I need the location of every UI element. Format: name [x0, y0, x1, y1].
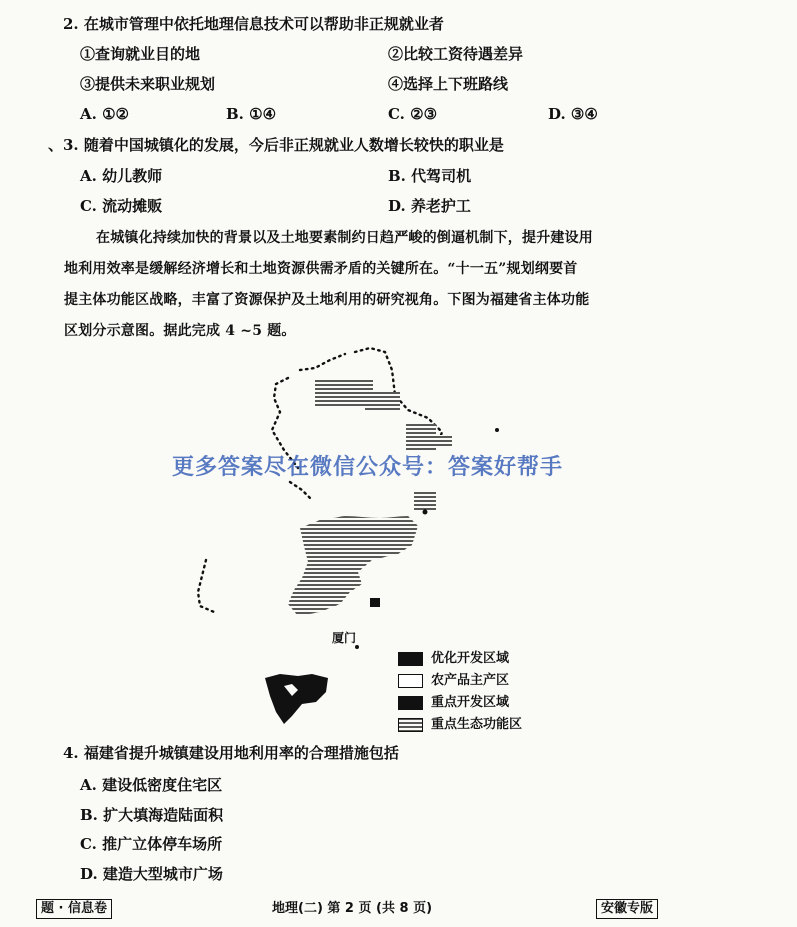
- legend-swatch-solid: [398, 652, 423, 666]
- q2-option-d[interactable]: D. ③④: [548, 105, 598, 123]
- q2-item-1: ①查询就业目的地: [80, 45, 201, 63]
- eco-zone-north-2: [365, 392, 400, 412]
- eco-zone-north-3: [406, 424, 436, 452]
- q3-option-a[interactable]: A. 幼儿教师: [80, 167, 163, 185]
- q3-option-b[interactable]: B. 代驾司机: [388, 167, 472, 185]
- western-boundary: [198, 560, 214, 612]
- legend-swatch-hatch: [398, 718, 423, 732]
- q4-option-c[interactable]: C. 推广立体停车场所: [80, 835, 223, 853]
- eco-zone-central: [288, 516, 418, 616]
- q2-item-2: ②比较工资待遇差异: [388, 45, 524, 63]
- eco-zone-north-4: [436, 435, 452, 447]
- q4-option-b[interactable]: B. 扩大填海造陆面积: [80, 806, 224, 824]
- legend-label: 重点开发区域: [431, 695, 510, 710]
- passage-line-1: 在城镇化持续加快的背景以及土地要素制约日趋严峻的倒逼机制下，提升建设用: [96, 230, 593, 246]
- q2-option-c[interactable]: C. ②③: [388, 105, 438, 123]
- q2-option-b[interactable]: B. ①④: [226, 105, 277, 123]
- q4-option-a[interactable]: A. 建设低密度住宅区: [80, 776, 223, 794]
- passage-line-2: 地利用效率是缓解经济增长和土地资源供需矛盾的关键所在。“十一五”规划纲要首: [64, 261, 578, 277]
- q3-option-d[interactable]: D. 养老护工: [388, 197, 471, 215]
- dev-zone-dot: [370, 598, 380, 607]
- q3-stem: 、3. 随着中国城镇化的发展，今后非正规就业人数增长较快的职业是: [48, 136, 504, 154]
- footer-left-badge: 题 · 信息卷: [36, 899, 112, 919]
- footer-page-number: 地理(二) 第 2 页 (共 8 页): [272, 901, 433, 916]
- place-label-xiamen: 厦门: [332, 631, 357, 645]
- q2-option-a[interactable]: A. ①②: [80, 105, 129, 123]
- eco-zone-coast-1: [414, 492, 436, 512]
- q4-stem: 4. 福建省提升城镇建设用地利用率的合理措施包括: [63, 744, 399, 762]
- passage-line-3: 提主体功能区战略，丰富了资源保护及土地利用的研究视角。下图为福建省主体功能: [64, 292, 590, 308]
- legend-label: 优化开发区域: [431, 651, 510, 666]
- legend-swatch-white: [398, 674, 423, 688]
- legend-swatch-solid: [398, 696, 423, 710]
- dev-zone-south: [265, 674, 328, 724]
- passage-line-4: 区划分示意图。据此完成 4 ~5 题。: [64, 323, 296, 339]
- eco-zone-north-1: [315, 378, 373, 408]
- q2-stem: 2. 在城市管理中依托地理信息技术可以帮助非正规就业者: [63, 15, 444, 33]
- watermark-text: 更多答案尽在微信公众号：答案好帮手: [172, 455, 564, 480]
- q2-item-4: ④选择上下班路线: [388, 75, 509, 93]
- footer-edition-badge: 安徽专版: [596, 899, 658, 919]
- legend-label: 农产品主产区: [431, 673, 510, 688]
- q4-option-d[interactable]: D. 建造大型城市广场: [80, 865, 223, 883]
- legend-label: 重点生态功能区: [431, 717, 523, 732]
- q3-option-c[interactable]: C. 流动摊贩: [80, 197, 163, 215]
- q2-item-3: ③提供未来职业规划: [80, 75, 216, 93]
